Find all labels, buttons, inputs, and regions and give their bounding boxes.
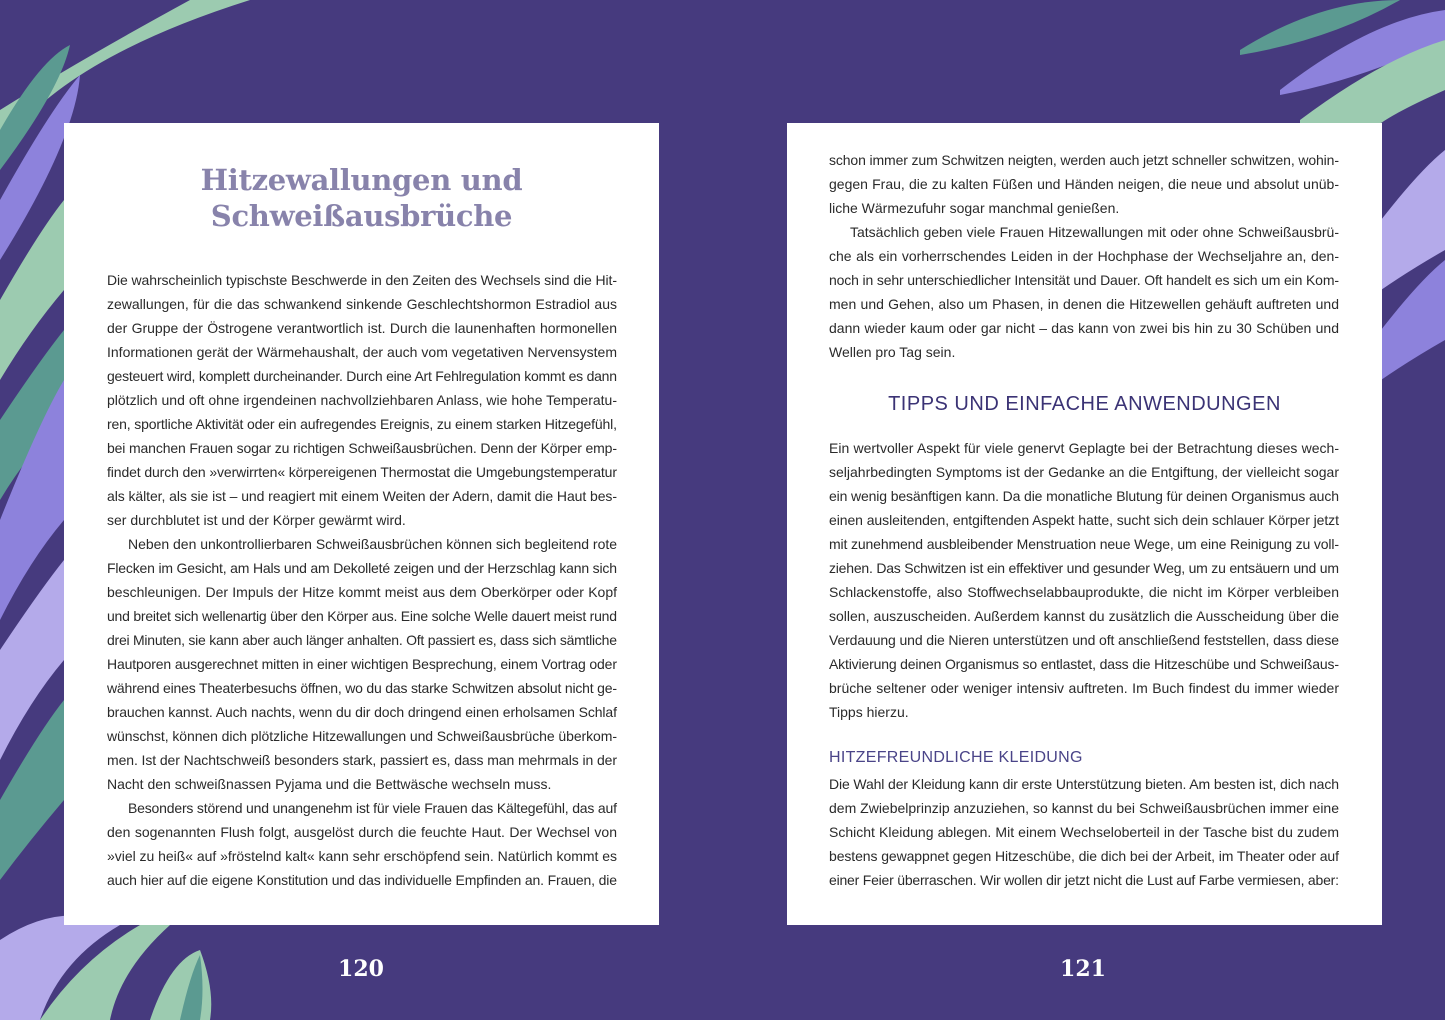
text-line-content: Tatsächlich geben viele Frauen Hitzewallungen mit oder ohne Schweißausbrü- [850,224,1339,240]
text-line [829,292,1339,316]
text-line-content: che als ein vorherrschendes Leiden in der Hochphase der Wechseljahre an, den- [829,248,1339,264]
text-line [829,772,1339,796]
text-line-content: der Gruppe der Östrogene verantwortlich ist. Durch die launenhaften hormonellen [107,320,617,336]
text-line-content: sollen, auszuscheiden. Außerdem kannst du zusätzlich die Ausscheidung über die [829,608,1339,624]
text-line [107,292,617,316]
text-line-content: einen ausleitenden, entgiftenden Aspekt hatte, sucht sich dein schlauer Körper jetzt [829,512,1339,528]
text-line [829,268,1339,292]
text-line [107,652,617,676]
text-line-content: zewallungen, für die das schwankend sinkende Geschlechtshormon Estradiol aus [107,296,617,312]
text-line-content: wünschst, können dich plötzliche Hitzewallungen und Schweißausbrüche überkom- [107,728,617,744]
text-line-content: Ein wertvoller Aspekt für viele genervt Geplagte bei der Betrachtung dieses wech- [829,440,1339,456]
text-line [829,604,1339,628]
text-line [107,340,617,364]
text-line-content: den sogenannten Flush folgt, ausgelöst durch die feuchte Haut. Der Wechsel von [107,824,617,840]
section-heading: TIPPS UND EINFACHE ANWENDUNGEN [888,393,1281,415]
text-line [829,652,1339,676]
text-line [107,748,617,772]
text-line-content: dann wieder kaum oder gar nicht – das kann von zwei bis hin zu 30 Schüben und [829,320,1339,336]
text-line-content: auch hier auf die eigene Konstitution und das individuelle Empfinden an. Frauen, die [107,872,617,888]
text-line-content: Hautporen ausgerechnet mitten in einer wichtigen Besprechung, einem Vortrag oder [107,656,617,672]
clothing-paragraph [829,772,1339,892]
text-line [829,196,1339,220]
text-line [829,172,1339,196]
text-line-content: Wellen pro Tag sein. [829,344,956,360]
tips-paragraph [829,436,1339,724]
text-line-content: Die wahrscheinlich typischste Beschwerde in den Zeiten des Wechsels sind die Hit- [107,272,617,288]
right-body-text-top [829,148,1339,364]
text-line [829,580,1339,604]
text-line [829,676,1339,700]
text-line [107,796,617,820]
text-line [107,412,617,436]
text-line-content: ren, sportliche Aktivität oder ein aufregendes Ereignis, zu einem starken Hitzegefühl, [107,416,617,432]
text-line-content: Schicht Kleidung ablegen. Mit einem Wechseloberteil in der Tasche bist du zudem [829,824,1339,840]
text-line [829,844,1339,868]
text-line-content: liche Wärmezufuhr sogar manchmal genießen. [829,200,1120,216]
title-line-2: Schweißausbrüche [210,199,513,233]
text-line-content: men. Ist der Nachtschweiß besonders stark, passiert es, dass man mehrmals in der [107,752,617,768]
text-line-content: Nacht den schweißnassen Pyjama und die Bettwäsche wechseln muss. [107,776,552,792]
page-right [787,123,1382,925]
text-line-content: »viel zu heiß« auf »fröstelnd kalt« kann sehr erschöpfend sein. Natürlich kommt es [107,848,617,864]
text-line [107,436,617,460]
text-line [829,244,1339,268]
text-line-content: beschleunigen. Der Impuls der Hitze kommt meist aus dem Oberkörper oder Kopf [107,584,617,600]
text-line [107,388,617,412]
text-line [107,532,617,556]
text-line [829,700,1339,724]
text-line [829,460,1339,484]
text-line [107,700,617,724]
chapter-title [64,162,659,234]
text-line-content: einer Feier überraschen. Wir wollen dir jetzt nicht die Lust auf Farbe vermiesen, aber: [829,872,1339,888]
text-line [107,820,617,844]
text-line [107,676,617,700]
text-line [829,340,1339,364]
text-line-content: brüche seltener oder weniger intensiv auftreten. Im Buch findest du immer wieder [829,680,1339,696]
text-line [107,364,617,388]
text-line-content: Schlackenstoffe, also Stoffwechselabbauprodukte, die nicht im Körper verbleiben [829,584,1339,600]
text-line-content: Flecken im Gesicht, am Hals und am Dekolleté zeigen und der Herzschlag kann sich [107,560,617,576]
text-line-content: Neben den unkontrollierbaren Schweißausbrüchen können sich begleitend rote [128,536,617,552]
text-line [829,508,1339,532]
text-line-content: findet durch den »verwirrten« körpereigenen Thermostat die Umgebungstemperatur [107,464,617,480]
text-line [107,628,617,652]
text-line [107,460,617,484]
text-line [107,556,617,580]
text-line [107,724,617,748]
text-line-content: Informationen gerät der Wärmehaushalt, der auch vom vegetativen Nervensystem [107,344,617,360]
text-line [107,268,617,292]
text-line-content: noch in sehr unterschiedlicher Intensität und Dauer. Oft handelt es sich um ein Kom- [829,272,1339,288]
left-body-text [107,268,617,892]
page-left [64,123,659,925]
text-line-content: Besonders störend und unangenehm ist für viele Frauen das Kältegefühl, das auf [128,800,617,816]
text-line-content: mit zunehmend ausbleibender Menstruation neue Wege, um eine Reinigung zu voll- [829,536,1339,552]
text-line-content: plötzlich und oft ohne irgendeinen nachvollziehbaren Anlass, wie hohe Temperatu- [107,392,617,408]
text-line [829,148,1339,172]
text-line-content: gesteuert wird, komplett durcheinander. Durch eine Art Fehlregulation kommt es dann [107,368,617,384]
text-line [107,772,617,796]
leaves-left-bottom [0,915,211,1020]
text-line [829,868,1339,892]
text-line-content: ser durchblutet ist und der Körper gewärmt wird. [107,512,406,528]
text-line-content: bestens gewappnet gegen Hitzeschübe, die dich bei der Arbeit, im Theater oder auf [829,848,1339,864]
text-line-content: als kälter, als sie ist – und reagiert mit einem Weiten der Adern, damit die Haut bes- [107,488,617,504]
subsection-heading: HITZEFREUNDLICHE KLEIDUNG [829,749,1083,766]
text-line [107,868,617,892]
text-line [829,820,1339,844]
text-line-content: brauchen kannst. Auch nachts, wenn du dir doch dringend einen erholsamen Schlaf [107,704,617,720]
text-line [829,556,1339,580]
text-line-content: gegen Frau, die zu kalten Füßen und Händen neigen, die neue und absolut unüb- [829,176,1339,192]
text-line-content: bei manchen Frauen sogar zu richtigen Schweißausbrüchen. Denn der Körper emp- [107,440,617,456]
text-line-content: seljahrbedingten Symptoms ist der Gedanke an die Entgiftung, der vielleicht sogar [829,464,1339,480]
text-line [829,532,1339,556]
text-line [107,580,617,604]
text-line [829,628,1339,652]
text-line-content: Die Wahl der Kleidung kann dir erste Unterstützung bieten. Am besten ist, dich nach [829,776,1339,792]
text-line [107,484,617,508]
page-number-left: 120 [338,956,384,982]
text-line-content: drei Minuten, sie kann aber auch länger anhalten. Oft passiert es, dass sich sämtliche [107,632,617,648]
text-line-content: während eines Theaterbesuchs öffnen, wo du das starke Schwitzen absolut nicht ge- [107,680,617,696]
text-line-content: Aktivierung deinen Organismus so entlastet, dass die Hitzeschübe und Schweißaus- [829,656,1339,672]
text-line [107,316,617,340]
text-line [107,604,617,628]
page-number-right: 121 [1060,956,1106,982]
text-line-content: dem Zwiebelprinzip anzuziehen, so kannst du bei Schweißausbrüchen immer eine [829,800,1339,816]
text-line [829,436,1339,460]
text-line [829,316,1339,340]
text-line-content: Verdauung und die Nieren unterstützen und oft anschließend feststellen, dass diese [829,632,1339,648]
text-line-content: und breitet sich wellenartig über den Körper aus. Eine solche Welle dauert meist rund [107,608,617,624]
text-line [107,844,617,868]
text-line [829,796,1339,820]
text-line-content: schon immer zum Schwitzen neigten, werden auch jetzt schneller schwitzen, wohin- [829,152,1339,168]
text-line-content: ziehen. Das Schwitzen ist ein effektiver und gesunder Weg, um zu entsäuern und um [829,560,1339,576]
text-line [829,484,1339,508]
text-line-content: men und Gehen, also um Phasen, in denen die Hitzewellen gehäuft auftreten und [829,296,1339,312]
title-line-1: Hitzewallungen und [200,163,523,197]
text-line-content: ein wenig besänftigen kann. Da die monatliche Blutung für deinen Organismus auch [829,488,1339,504]
text-line-content: Tipps hierzu. [829,704,909,720]
text-line [107,508,617,532]
text-line [829,220,1339,244]
